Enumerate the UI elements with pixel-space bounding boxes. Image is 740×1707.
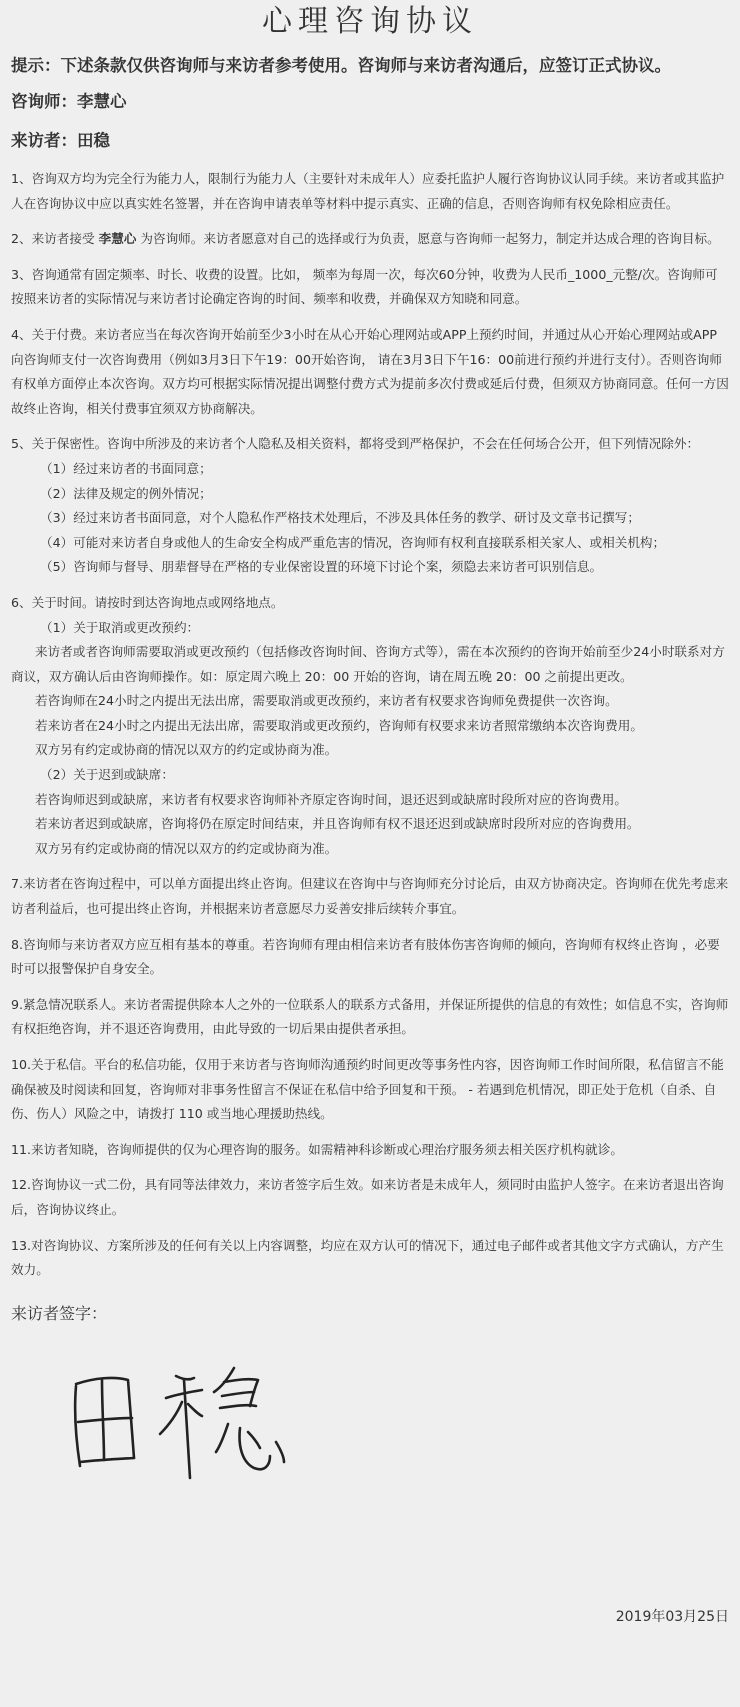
clause-13: 13.对咨询协议、方案所涉及的任何有关以上内容调整，均应在双方认可的情况下，通过电子邮件或者其他文字方式确认，方产生效力。: [11, 1237, 724, 1278]
clause-6-sub2-line: 若咨询师迟到或缺席，来访者有权要求咨询师补齐原定咨询时间，退还迟到或缺席时段所对应的咨询费用。: [35, 791, 627, 807]
clause-7: 7.来访者在咨询过程中，可以单方面提出终止咨询。但建议在咨询中与咨询师充分讨论后，由双方协商决定。咨询师在优先考虑来访者利益后，也可提出终止咨询，并根据来访者意愿尽力妥善安排后续转介事宜。: [11, 876, 729, 917]
clause-2-post: 为咨询师。来访者愿意对自己的选择或行为负责，愿意与咨询师一起努力，制定并达成合理的咨询目标。: [136, 231, 720, 247]
clause-5-item: （5）咨询师与督导、朋辈督导在严格的专业保密设置的环境下讨论个案，须隐去来访者可识别信息。: [40, 559, 603, 575]
page-title: 心理咨询协议: [262, 4, 478, 39]
clause-12: 12.咨询协议一式二份，具有同等法律效力，来访者签字后生效。如来访者是未成年人，须同时由监护人签字。在来访者退出咨询后，咨询协议终止。: [11, 1177, 724, 1217]
clause-5-item: （3）经过来访者书面同意，对个人隐私作严格技术处理后，不涉及具体任务的教学、研讨及文章书记撰写；: [40, 510, 640, 526]
signature-label: 来访者签字：: [11, 1303, 108, 1323]
clause-6-sub1-heading: （1）关于取消或更改预约：: [40, 619, 200, 635]
clause-6-sub2-heading: （2）关于迟到或缺席：: [40, 767, 174, 783]
clause-5: 5、关于保密性。咨询中所涉及的来访者个人隐私及相关资料，都将受到严格保护，不会在任何场合公开，但下列情况除外：: [11, 436, 700, 452]
clause-4: 4、关于付费。来访者应当在每次咨询开始前至少3小时在从心开始心理网站或APP上预约时间，并通过从心开始心理网站或APP向咨询师支付一次咨询费用（例如3月3日下午19：00开始咨询， 请在3月3日下午16：00前进行预约并进行支付）。否则咨询师有权单方面停止本次咨询。双方均可根据实际情况提出调整付费方式为提前多次付费或延后付费，但须双方协商同意。任何一方因故终止咨询，相关付费事宜须双方协商解决。: [11, 326, 729, 416]
clause-6-sub1-line: 若来访者在24小时之内提出无法出席，需要取消或更改预约，咨询师有权要求来访者照常缴纳本次咨询费用。: [35, 717, 643, 733]
clause-5-item: （4）可能对来访者自身或他人的生命安全构成严重危害的情况，咨询师有权利直接联系相关家人、或相关机构；: [40, 534, 666, 550]
clause-6-sub1-line: 若咨询师在24小时之内提出无法出席，需要取消或更改预约，来访者有权要求咨询师免费提供一次咨询。: [35, 693, 618, 709]
clause-11: 11.来访者知晓，咨询师提供的仅为心理咨询的服务。如需精神科诊断或心理治疗服务须去相关医疗机构就诊。: [11, 1141, 623, 1157]
clause-6-sub2-line: 双方另有约定或协商的情况以双方的约定或协商为准。: [35, 840, 338, 856]
signing-date: 2019年03月25日: [615, 1609, 729, 1625]
clause-6: 6、关于时间。请按时到达咨询地点或网络地点。: [11, 594, 284, 610]
visitor-line: 来访者：田稳: [11, 131, 110, 150]
counselor-name: 李慧心: [98, 231, 137, 247]
clauses: [11, 167, 729, 1283]
clause-10: 10.关于私信。平台的私信功能，仅用于来访者与咨询师沟通预约时间更改等事务性内容，因咨询师工作时间所限，私信留言不能确保被及时阅读和回复，咨询师对非事务性留言不保证在私信中给予回复和干预。 - 若遇到危机情况，即正处于危机（自杀、自伤、伤人）风险之中，请拨打 110 或当地心理援助热线。: [11, 1057, 724, 1122]
clause-6-sub1-text: 来访者或者咨询师需要取消或更改预约（包括修改咨询时间、咨询方式等），需在本次预约的咨询开始前至少24小时联系对方商议，双方确认后由咨询师操作。如：原定周六晚上 20：00 开始的咨询，请在周五晚 20：00 之前提出更改。: [11, 644, 725, 684]
clause-6-sub2-line: 若来访者迟到或缺席，咨询将仍在原定时间结束，并且咨询师有权不退还迟到或缺席时段所对应的咨询费用。: [35, 816, 640, 832]
clause-2-pre: 2、来访者接受: [11, 231, 99, 247]
clause-8: 8.咨询师与来访者双方应互相有基本的尊重。若咨询师有理由相信来访者有肢体伤害咨询师的倾向，咨询师有权终止咨询 ，必要时可以报警保护自身安全。: [11, 936, 720, 977]
clause-5-item: （1）经过来访者的书面同意；: [40, 460, 212, 476]
clause-6-sub1-line: 双方另有约定或协商的情况以双方的约定或协商为准。: [35, 742, 338, 758]
counselor-line: 咨询师：李慧心: [11, 92, 127, 111]
clause-2: [11, 227, 729, 252]
handwritten-signature: [64, 1362, 320, 1482]
clause-9: 9.紧急情况联系人。来访者需提供除本人之外的一位联系人的联系方式备用，并保证所提供的信息的有效性；如信息不实，咨询师有权拒绝咨询，并不退还咨询费用，由此导致的一切后果由提供者承担。: [11, 996, 729, 1037]
clause-1: 1、咨询双方均为完全行为能力人，限制行为能力人（主要针对未成年人）应委托监护人履行咨询协议认同手续。来访者或其监护人在咨询协议中应以真实姓名签署，并在咨询申请表单等材料中提示真实、正确的信息，否则咨询师有权免除相应责任。: [11, 171, 725, 211]
clause-5-item: （2）法律及规定的例外情况；: [40, 485, 212, 501]
clause-3: 3、咨询通常有固定频率、时长、收费的设置。比如， 频率为每周一次，每次60分钟，收费为人民币_1000_元整/次。咨询师可按照来访者的实际情况与来访者讨论确定咨询的时间、频率和收费，并确保双方知晓和同意。: [11, 266, 718, 307]
hint-text: 提示：下述条款仅供咨询师与来访者参考使用。咨询师与来访者沟通后，应签订正式协议。: [11, 56, 671, 75]
